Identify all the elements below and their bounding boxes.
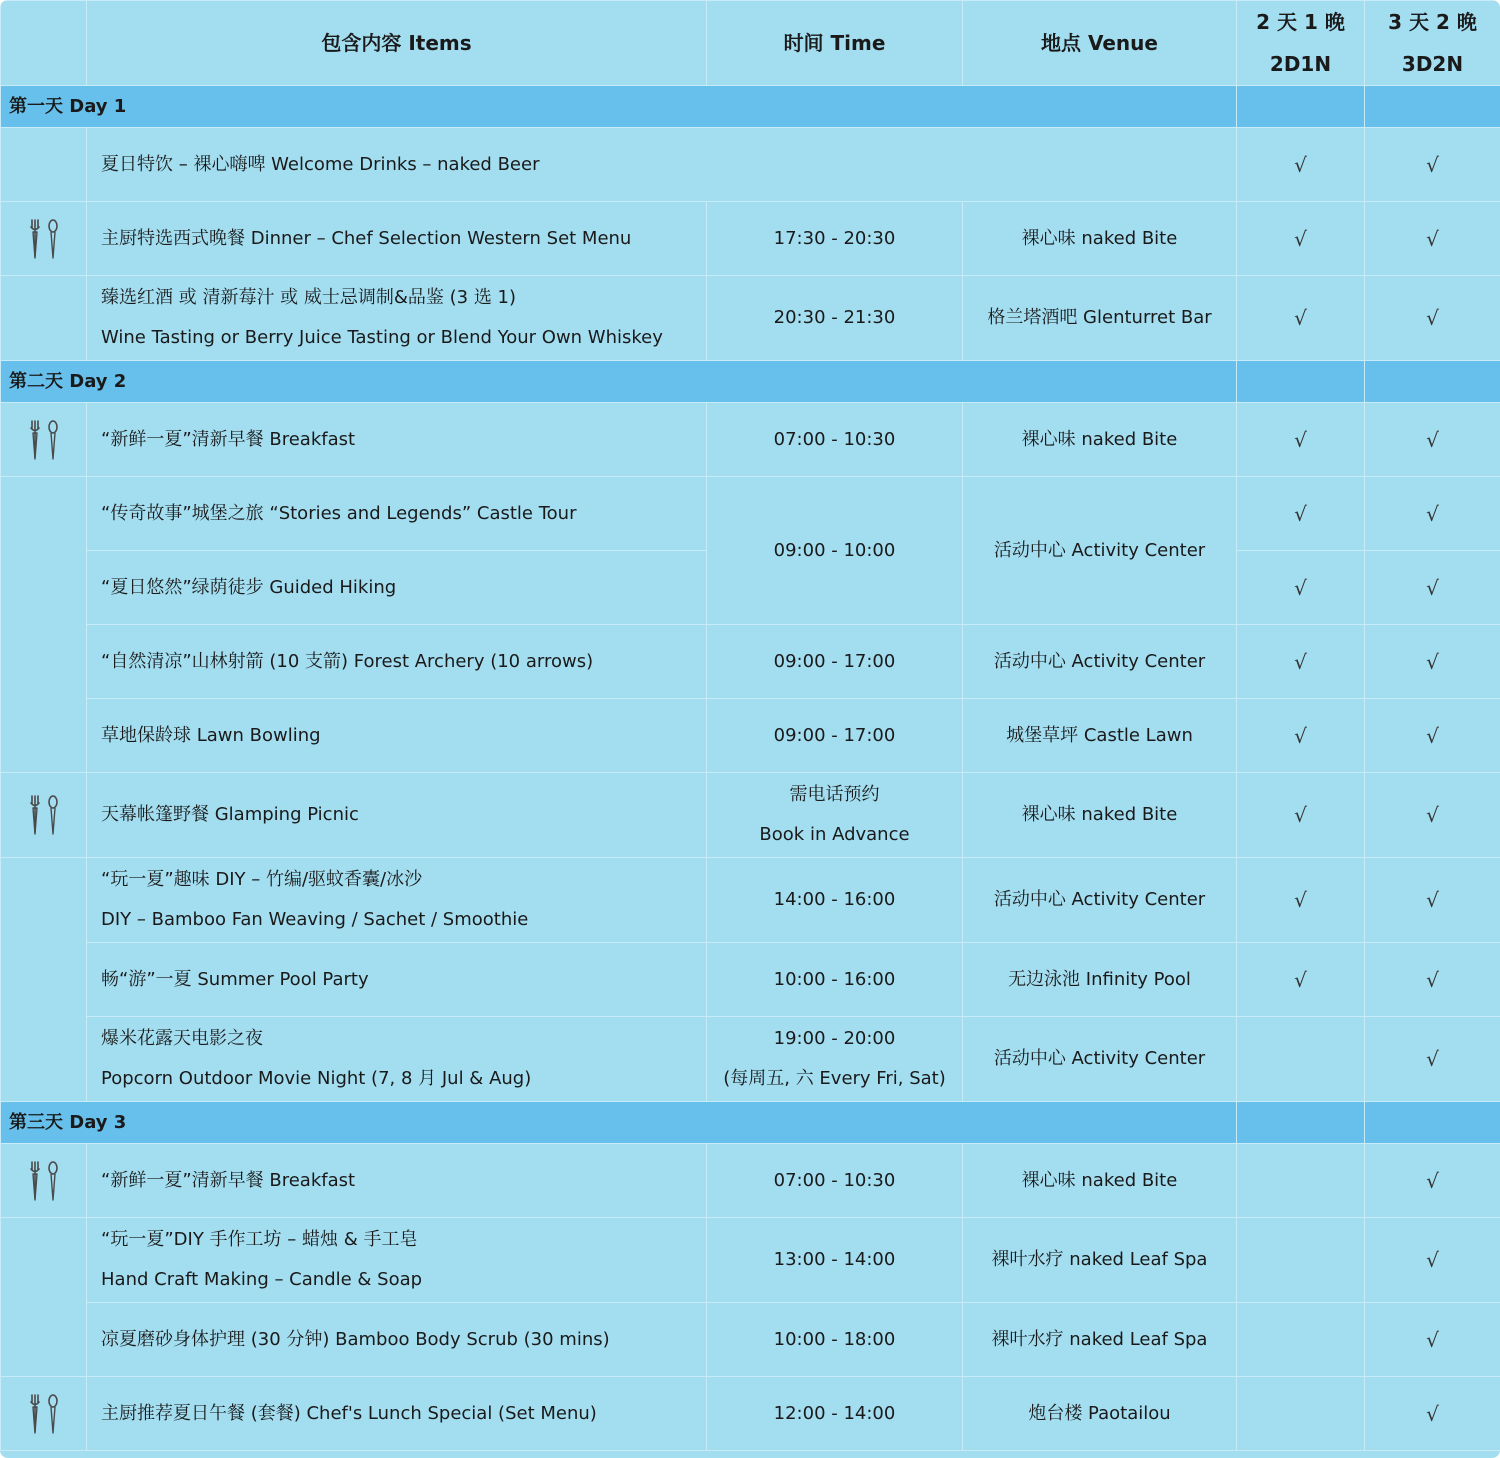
item-text: “玩一夏”趣味 DIY – 竹编/驱蚊香囊/冰沙 xyxy=(101,869,423,891)
check-3d2n: √ xyxy=(1365,403,1500,477)
venue-cell: 活动中心 Activity Center xyxy=(963,477,1237,625)
table-row xyxy=(1,276,1500,361)
check-2d1n: √ xyxy=(1237,477,1365,551)
time-cell xyxy=(707,773,963,858)
header-2d1n xyxy=(1237,1,1365,86)
check-2d1n: √ xyxy=(1237,202,1365,276)
time-cell: 10:00 - 18:00 xyxy=(707,1303,963,1377)
time-cell: 13:00 - 14:00 xyxy=(707,1218,963,1303)
table-row xyxy=(1,1144,1500,1218)
check-2d1n xyxy=(1237,1377,1365,1451)
item-cell xyxy=(87,625,707,699)
item-cell xyxy=(87,699,707,773)
item-text: 草地保龄球 Lawn Bowling xyxy=(101,724,321,746)
item-text-en: Hand Craft Making – Candle & Soap xyxy=(101,1269,423,1290)
item-cell xyxy=(87,943,707,1017)
check-3d2n: √ xyxy=(1365,1144,1500,1218)
icon-cell xyxy=(1,1218,87,1377)
header-3d2n-cn: 3 天 2 晚 xyxy=(1388,10,1477,34)
table-row xyxy=(1,1218,1500,1303)
header-venue: 地点 Venue xyxy=(963,1,1237,86)
item-text-en: DIY – Bamboo Fan Weaving / Sachet / Smoothie xyxy=(101,909,529,930)
time-text-en: (每周五, 六 Every Fri, Sat) xyxy=(723,1068,946,1089)
table-row xyxy=(1,773,1500,858)
check-3d2n: √ xyxy=(1365,276,1500,361)
day-fill xyxy=(1365,86,1500,128)
item-text: 畅“游”一夏 Summer Pool Party xyxy=(101,968,369,990)
item-cell xyxy=(87,202,707,276)
item-text: “新鲜一夏”清新早餐 Breakfast xyxy=(101,428,356,450)
venue-cell: 城堡草坪 Castle Lawn xyxy=(963,699,1237,773)
header-3d2n xyxy=(1365,1,1500,86)
item-text: “夏日悠然”绿荫徒步 Guided Hiking xyxy=(101,576,397,598)
item-cell xyxy=(87,1144,707,1218)
time-cell: 17:30 - 20:30 xyxy=(707,202,963,276)
item-text: “传奇故事”城堡之旅 “Stories and Legends” Castle Tour xyxy=(101,502,577,524)
day-label: 第三天 Day 3 xyxy=(1,1102,1237,1144)
cutlery-icon xyxy=(26,792,62,838)
icon-cell xyxy=(1,858,87,1102)
check-3d2n: √ xyxy=(1365,699,1500,773)
venue-cell: 炮台楼 Paotailou xyxy=(963,1377,1237,1451)
table-row xyxy=(1,128,1500,202)
item-cell xyxy=(87,773,707,858)
check-3d2n: √ xyxy=(1365,477,1500,551)
check-3d2n: √ xyxy=(1365,1218,1500,1303)
check-2d1n: √ xyxy=(1237,128,1365,202)
item-cell xyxy=(87,128,1237,202)
time-cell xyxy=(707,1017,963,1102)
table-row xyxy=(1,943,1500,1017)
day-label: 第二天 Day 2 xyxy=(1,361,1237,403)
check-3d2n: √ xyxy=(1365,1017,1500,1102)
venue-cell: 裸心味 naked Bite xyxy=(963,1144,1237,1218)
table-row xyxy=(1,1377,1500,1451)
item-text-en: Wine Tasting or Berry Juice Tasting or Blend Your Own Whiskey xyxy=(101,327,663,348)
check-2d1n: √ xyxy=(1237,773,1365,858)
item-cell xyxy=(87,1377,707,1451)
venue-cell: 裸叶水疗 naked Leaf Spa xyxy=(963,1218,1237,1303)
day-row xyxy=(1,86,1500,128)
check-2d1n: √ xyxy=(1237,699,1365,773)
icon-cell xyxy=(1,1377,87,1451)
item-cell xyxy=(87,276,707,361)
item-text: 主厨特选西式晚餐 Dinner – Chef Selection Western Set Menu xyxy=(101,227,632,249)
header-2d1n-en: 2D1N xyxy=(1269,52,1332,76)
table-row xyxy=(1,858,1500,943)
item-text: 天幕帐篷野餐 Glamping Picnic xyxy=(101,804,359,826)
venue-cell: 裸心味 naked Bite xyxy=(963,773,1237,858)
check-3d2n: √ xyxy=(1365,202,1500,276)
table-row xyxy=(1,1017,1500,1102)
check-2d1n: √ xyxy=(1237,276,1365,361)
item-text: “自然清凉”山林射箭 (10 支箭) Forest Archery (10 arrows) xyxy=(101,650,594,672)
header-3d2n-en: 3D2N xyxy=(1401,52,1464,76)
item-text: 夏日特饮 – 裸心嗨啤 Welcome Drinks – naked Beer xyxy=(101,153,540,175)
icon-cell xyxy=(1,276,87,361)
time-text: 需电话预约 xyxy=(789,784,880,806)
day-row xyxy=(1,361,1500,403)
table-row xyxy=(1,477,1500,551)
venue-cell: 裸心味 naked Bite xyxy=(963,403,1237,477)
time-cell: 09:00 - 17:00 xyxy=(707,699,963,773)
check-3d2n: √ xyxy=(1365,551,1500,625)
venue-cell: 活动中心 Activity Center xyxy=(963,625,1237,699)
header-time: 时间 Time xyxy=(707,1,963,86)
item-text: 爆米花露天电影之夜 xyxy=(101,1028,263,1050)
table-row xyxy=(1,1303,1500,1377)
item-text: 臻选红酒 或 清新莓汁 或 威士忌调制&品鉴 (3 选 1) xyxy=(101,287,517,309)
check-3d2n: √ xyxy=(1365,128,1500,202)
table-row xyxy=(1,699,1500,773)
icon-cell xyxy=(1,1144,87,1218)
check-2d1n: √ xyxy=(1237,858,1365,943)
check-2d1n: √ xyxy=(1237,943,1365,1017)
item-text: “新鲜一夏”清新早餐 Breakfast xyxy=(101,1169,356,1191)
item-cell xyxy=(87,1218,707,1303)
venue-cell: 格兰塔酒吧 Glenturret Bar xyxy=(963,276,1237,361)
check-3d2n: √ xyxy=(1365,943,1500,1017)
icon-cell xyxy=(1,128,87,202)
cutlery-icon xyxy=(26,417,62,463)
check-3d2n: √ xyxy=(1365,858,1500,943)
item-cell xyxy=(87,858,707,943)
time-cell: 09:00 - 10:00 xyxy=(707,477,963,625)
check-3d2n: √ xyxy=(1365,773,1500,858)
time-cell: 10:00 - 16:00 xyxy=(707,943,963,1017)
item-text: 凉夏磨砂身体护理 (30 分钟) Bamboo Body Scrub (30 mins) xyxy=(101,1328,610,1350)
day-label: 第一天 Day 1 xyxy=(1,86,1237,128)
time-cell: 12:00 - 14:00 xyxy=(707,1377,963,1451)
day-fill xyxy=(1365,1102,1500,1144)
icon-cell xyxy=(1,202,87,276)
icon-cell xyxy=(1,773,87,858)
check-2d1n xyxy=(1237,1144,1365,1218)
table-row xyxy=(1,403,1500,477)
venue-cell: 活动中心 Activity Center xyxy=(963,858,1237,943)
item-cell xyxy=(87,403,707,477)
check-2d1n xyxy=(1237,1303,1365,1377)
icon-cell xyxy=(1,403,87,477)
time-cell: 09:00 - 17:00 xyxy=(707,625,963,699)
day-fill xyxy=(1365,361,1500,403)
venue-cell: 裸叶水疗 naked Leaf Spa xyxy=(963,1303,1237,1377)
time-cell: 14:00 - 16:00 xyxy=(707,858,963,943)
check-2d1n: √ xyxy=(1237,551,1365,625)
cutlery-icon xyxy=(26,1158,62,1204)
header-icon-cell xyxy=(1,1,87,86)
icon-cell xyxy=(1,477,87,773)
item-text-en: Popcorn Outdoor Movie Night (7, 8 月 Jul & Aug) xyxy=(101,1068,532,1089)
venue-cell: 活动中心 Activity Center xyxy=(963,1017,1237,1102)
time-text-en: Book in Advance xyxy=(759,824,910,845)
cutlery-icon xyxy=(26,1391,62,1437)
check-2d1n: √ xyxy=(1237,625,1365,699)
check-2d1n: √ xyxy=(1237,403,1365,477)
time-cell: 07:00 - 10:30 xyxy=(707,403,963,477)
item-cell xyxy=(87,1303,707,1377)
header-2d1n-cn: 2 天 1 晚 xyxy=(1256,10,1345,34)
item-text: 主厨推荐夏日午餐 (套餐) Chef's Lunch Special (Set Menu) xyxy=(101,1402,597,1424)
check-3d2n: √ xyxy=(1365,1303,1500,1377)
header-items: 包含内容 Items xyxy=(87,1,707,86)
item-cell xyxy=(87,1017,707,1102)
day-fill xyxy=(1237,86,1365,128)
day-fill xyxy=(1237,1102,1365,1144)
check-3d2n: √ xyxy=(1365,1377,1500,1451)
time-text: 19:00 - 20:00 xyxy=(773,1028,896,1050)
check-2d1n xyxy=(1237,1017,1365,1102)
item-text: “玩一夏”DIY 手作工坊 – 蜡烛 & 手工皂 xyxy=(101,1229,418,1251)
header-row xyxy=(1,1,1500,86)
item-cell xyxy=(87,477,707,551)
venue-cell: 裸心味 naked Bite xyxy=(963,202,1237,276)
check-3d2n: √ xyxy=(1365,625,1500,699)
table-row xyxy=(1,625,1500,699)
check-2d1n xyxy=(1237,1218,1365,1303)
table-row xyxy=(1,202,1500,276)
time-cell: 07:00 - 10:30 xyxy=(707,1144,963,1218)
cutlery-icon xyxy=(26,216,62,262)
venue-cell: 无边泳池 Infinity Pool xyxy=(963,943,1237,1017)
day-fill xyxy=(1237,361,1365,403)
time-cell: 20:30 - 21:30 xyxy=(707,276,963,361)
item-cell xyxy=(87,551,707,625)
day-row xyxy=(1,1102,1500,1144)
